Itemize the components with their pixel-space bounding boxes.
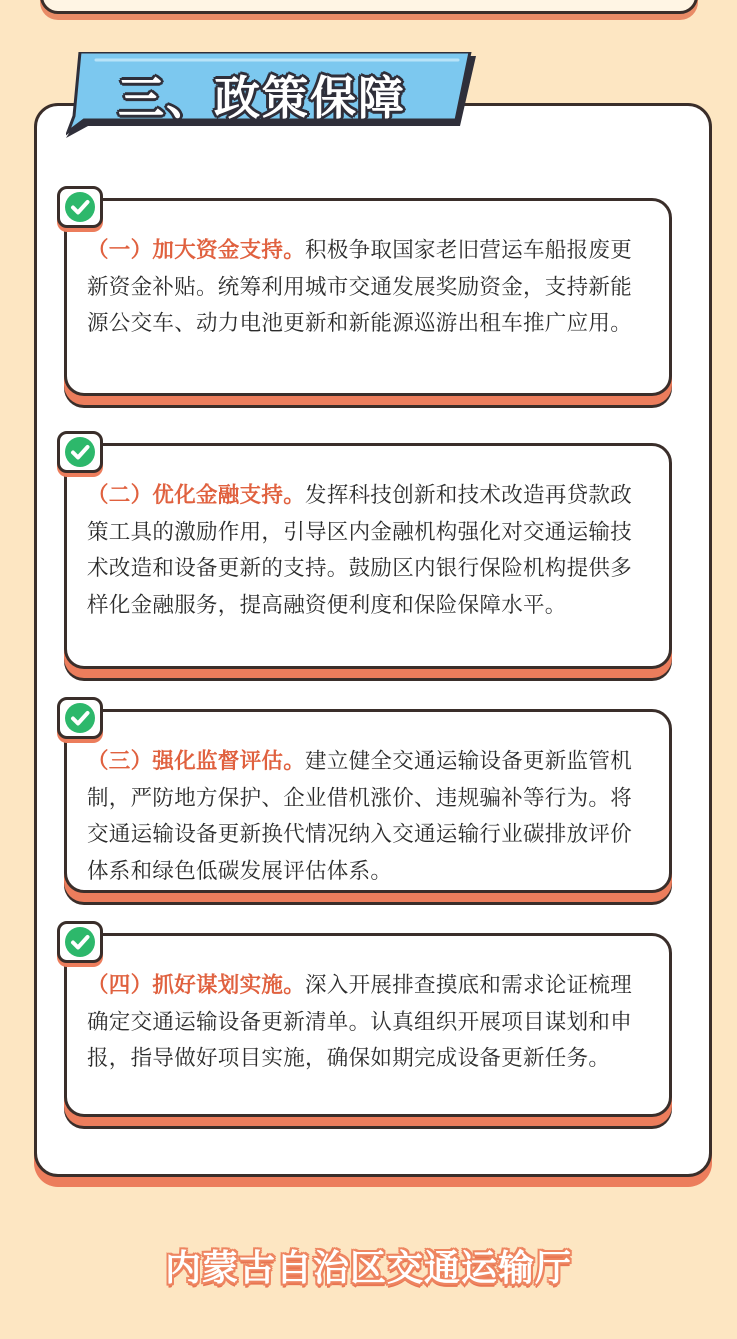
check-badge: [57, 921, 103, 963]
check-circle-icon: [64, 436, 96, 468]
policy-item-card: [64, 709, 672, 893]
footer-organization: 内蒙古自治区交通运输厅: [164, 1248, 572, 1289]
policy-item-body: 深入开展排查摸底和需求论证梳理确定交通运输设备更新清单。认真组织开展项目谋划和申报，指导做好项目实施，确保如期完成设备更新任务。: [87, 973, 633, 1071]
policy-item-text: [87, 233, 651, 343]
policy-item-body: 积极争取国家老旧营运车船报废更新资金补贴。统筹利用城市交通发展奖励资金，支持新能源公交车、动力电池更新和新能源巡游出租车推广应用。: [87, 238, 633, 336]
policy-item-heading: （二）优化金融支持。: [87, 483, 306, 508]
check-circle-icon: [64, 191, 96, 223]
policy-item-heading: （三）强化监督评估。: [87, 749, 306, 774]
policy-item-text: [87, 968, 651, 1078]
check-circle-icon: [64, 702, 96, 734]
policy-item-body: 建立健全交通运输设备更新监管机制，严防地方保护、企业借机涨价、违规骗补等行为。将交通运输设备更新换代情况纳入交通运输行业碳排放评价体系和绿色低碳发展评估体系。: [87, 749, 633, 884]
policy-item-card: [64, 198, 672, 396]
policy-item-card: [64, 443, 672, 669]
previous-section-card: [40, 0, 698, 14]
policy-item-heading: （四）抓好谋划实施。: [87, 973, 306, 998]
check-circle-icon: [64, 926, 96, 958]
policy-item-card: [64, 933, 672, 1117]
check-badge: [57, 697, 103, 739]
policy-item-body: 发挥科技创新和技术改造再贷款政策工具的激励作用，引导区内金融机构强化对交通运输技术改造和设备更新的支持。鼓励区内银行保险机构提供多样化金融服务，提高融资便利度和保险保障水平。: [87, 483, 633, 618]
policy-item-text: [87, 478, 651, 624]
policy-item-text: [87, 744, 651, 890]
section-title: 三、政策保障: [118, 71, 406, 125]
policy-item-heading: （一）加大资金支持。: [87, 238, 306, 263]
check-badge: [57, 186, 103, 228]
check-badge: [57, 431, 103, 473]
